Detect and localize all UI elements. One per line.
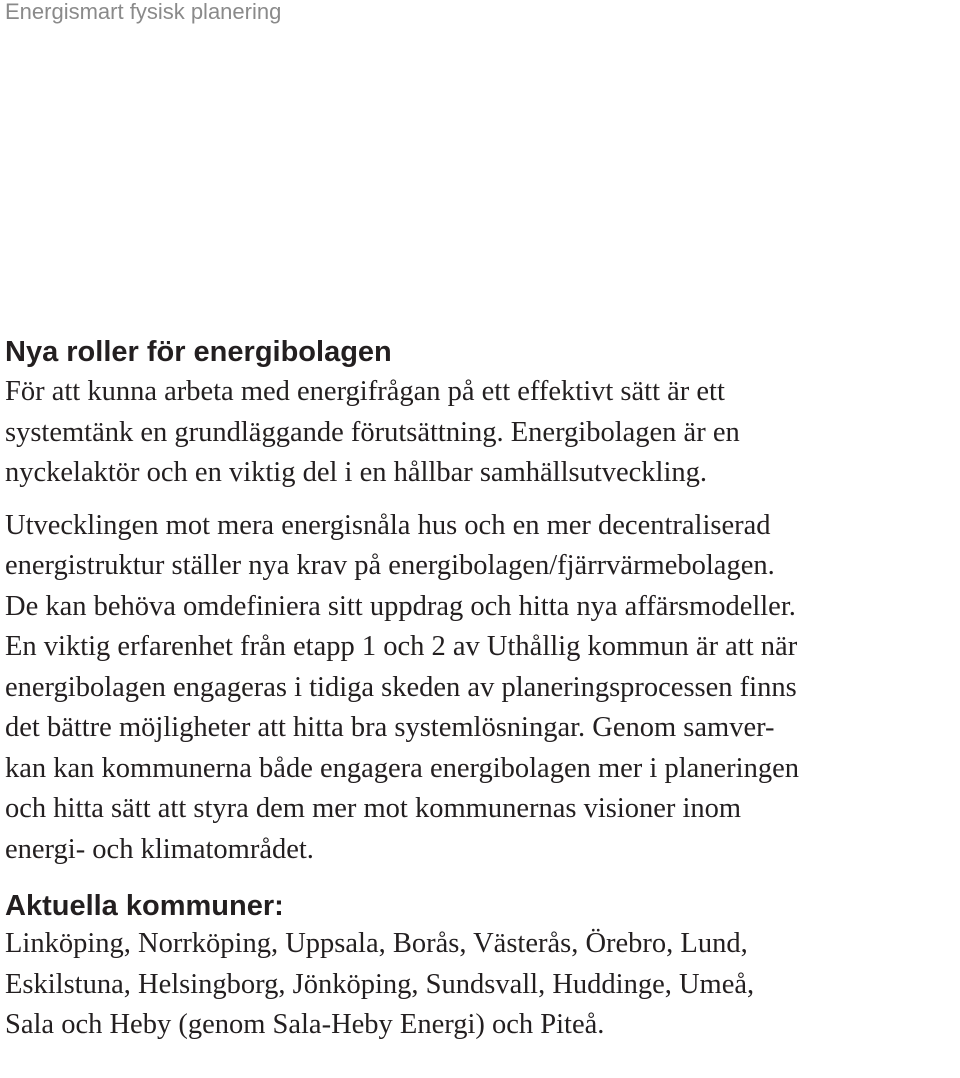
paragraph-utvecklingen <box>5 506 955 871</box>
text-line: nyckelaktör och en viktig del i en hållbar samhällsutveckling. <box>5 457 708 488</box>
main-content <box>5 332 955 1046</box>
text-line: Utvecklingen mot mera energisnåla hus och en mer decentraliserad <box>5 509 771 541</box>
text-line: det bättre möjligheter att hitta bra systemlösningar. Genom samver- <box>5 712 775 743</box>
running-header: Energismart fysisk planering <box>5 0 282 24</box>
text-line: energibolagen engageras i tidiga skeden av planeringsprocessen finns <box>5 671 797 703</box>
aktuella-kommuner-heading: Aktuella kommuner: <box>5 890 284 922</box>
text-line: För att kunna arbeta med energifrågan på ett effektivt sätt är ett <box>5 376 725 407</box>
text-line: energi- och klimatområdet. <box>5 833 314 865</box>
text-line: Linköping, Norrköping, Uppsala, Borås, Västerås, Örebro, Lund, <box>5 928 748 959</box>
text-line: och hitta sätt att styra dem mer mot kommunernas visioner inom <box>5 793 742 824</box>
text-line: kan kan kommunerna både engagera energibolagen mer i planeringen <box>5 752 799 784</box>
section-heading: Nya roller för energibolagen <box>5 336 392 368</box>
text-line: systemtänk en grundläggande förutsättning. Energibolagen är en <box>5 416 740 448</box>
text-line: Sala och Heby (genom Sala-Heby Energi) och Piteå. <box>5 1009 605 1040</box>
text-line: En viktig erfarenhet från etapp 1 och 2 av Uthållig kommun är att när <box>5 631 798 662</box>
aktuella-kommuner-list <box>5 924 955 1046</box>
text-line: energistruktur ställer nya krav på energibolagen/fjärrvärmebolagen. <box>5 550 775 581</box>
paragraph-systemtank <box>5 372 955 494</box>
text-line: De kan behöva omdefiniera sitt uppdrag och hitta nya affärsmodeller. <box>5 590 796 622</box>
text-line: Eskilstuna, Helsingborg, Jönköping, Sundsvall, Huddinge, Umeå, <box>5 968 755 1000</box>
